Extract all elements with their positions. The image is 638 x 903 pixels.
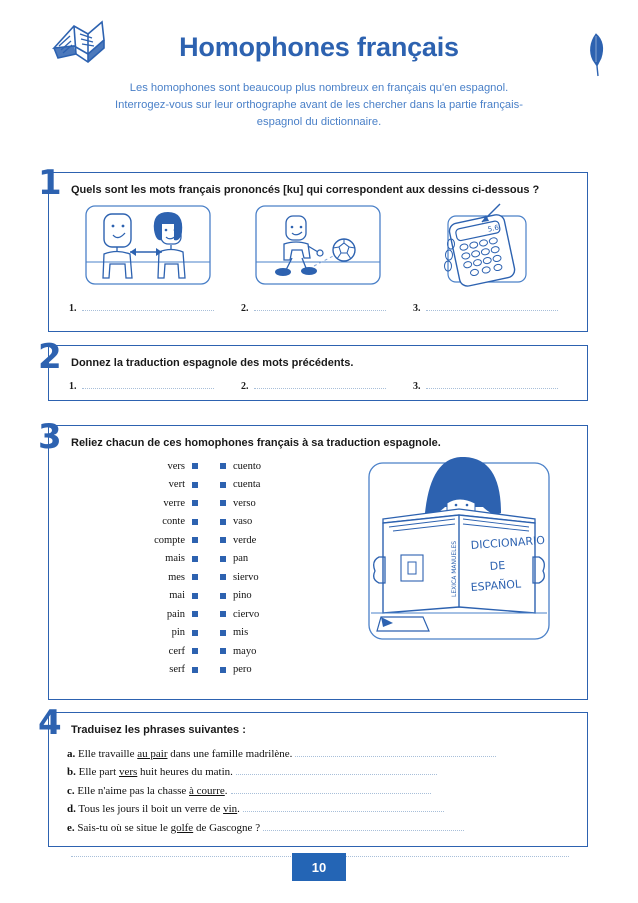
match-word: vert	[168, 479, 185, 491]
matching-columns	[49, 457, 353, 679]
match-square-icon[interactable]	[192, 482, 198, 488]
answer-label: 2.	[241, 381, 249, 392]
answer-slot	[241, 298, 413, 316]
boy-kicking-ball-icon	[252, 202, 384, 288]
calculator-icon	[422, 202, 554, 288]
match-square-icon[interactable]	[220, 611, 226, 617]
sentence-answer-line[interactable]	[263, 822, 464, 831]
sentence-answer-line[interactable]	[231, 785, 432, 794]
exercise-3	[48, 425, 588, 700]
match-square-icon[interactable]	[220, 667, 226, 673]
answer-line-3[interactable]	[426, 379, 558, 389]
answer-label: 1.	[69, 303, 77, 314]
sentence-label: c.	[67, 784, 75, 797]
match-item-spanish[interactable]	[220, 661, 353, 680]
match-square-icon[interactable]	[220, 519, 226, 525]
dictionary-title-line3: ESPAÑOL	[470, 577, 522, 594]
answer-label: 3.	[413, 303, 421, 314]
answer-line-2[interactable]	[254, 301, 386, 311]
match-word: cerf	[168, 645, 185, 657]
svg-text:5.6: 5.6	[487, 223, 500, 234]
exercise-4	[48, 712, 588, 847]
match-item-spanish[interactable]	[220, 587, 353, 606]
exercise-3-instruction: Reliez chacun de ces homophones français à sa traduction espagnole.	[71, 437, 441, 449]
answer-slot	[413, 298, 585, 316]
dictionary-title-line2: DE	[489, 558, 506, 573]
match-square-icon[interactable]	[192, 463, 198, 469]
sentence-label: b.	[67, 766, 76, 779]
match-item-french[interactable]	[63, 457, 198, 476]
match-square-icon[interactable]	[192, 574, 198, 580]
match-square-icon[interactable]	[220, 648, 226, 654]
exercise-number-2: 2	[38, 337, 62, 377]
match-item-french[interactable]	[63, 642, 198, 661]
match-word: verso	[233, 497, 256, 509]
sentence-label: a.	[67, 748, 76, 760]
match-item-french[interactable]	[63, 494, 198, 513]
answer-slot	[413, 376, 585, 394]
match-square-icon[interactable]	[192, 500, 198, 506]
match-word: mais	[165, 553, 185, 565]
answer-line-1[interactable]	[82, 379, 214, 389]
match-item-spanish[interactable]	[220, 513, 353, 532]
match-word: pain	[166, 608, 185, 620]
sentence-text-after: dans une famille madrilène.	[167, 748, 293, 760]
sentence-text-after: .	[224, 784, 228, 797]
sentence-text-after: de Gascogne ?	[193, 821, 261, 834]
answer-line-3[interactable]	[426, 301, 558, 311]
answer-slot	[69, 298, 241, 316]
match-item-spanish[interactable]	[220, 550, 353, 569]
match-square-icon[interactable]	[220, 463, 226, 469]
match-item-spanish[interactable]	[220, 605, 353, 624]
sentence-label: e.	[67, 821, 75, 834]
match-word: compte	[154, 534, 185, 546]
sentence-keyword: au pair	[137, 748, 168, 760]
match-square-icon[interactable]	[192, 611, 198, 617]
translate-sentence-row	[67, 763, 569, 781]
sentence-answer-line[interactable]	[295, 748, 496, 757]
match-square-icon[interactable]	[220, 482, 226, 488]
sentence-text-before: Elle part	[75, 766, 119, 779]
match-word: siervo	[233, 571, 259, 583]
match-square-icon[interactable]	[192, 667, 198, 673]
match-item-french[interactable]	[63, 550, 198, 569]
match-word: vaso	[233, 516, 253, 528]
answer-slot	[69, 376, 241, 394]
page-title: Homophones français	[179, 32, 459, 62]
exercise-4-sentences	[67, 745, 569, 837]
page-header	[0, 0, 638, 150]
match-square-icon[interactable]	[192, 630, 198, 636]
page-number-badge: 10	[292, 853, 346, 881]
sentence-keyword: à courre	[189, 784, 225, 797]
match-square-icon[interactable]	[192, 648, 198, 654]
match-word: cuento	[233, 460, 261, 472]
exercise-number-1: 1	[38, 163, 62, 203]
dictionary-spine-text: LEXICA MANUELES	[451, 540, 458, 597]
sentence-text-before: Tous les jours il boit un verre de	[75, 803, 224, 816]
answer-label: 3.	[413, 381, 421, 392]
sentence-answer-line[interactable]	[243, 803, 444, 812]
match-word: verre	[163, 497, 185, 509]
match-word: mayo	[233, 645, 257, 657]
sentence-answer-line[interactable]	[236, 766, 437, 775]
match-item-spanish[interactable]	[220, 642, 353, 661]
sentence-text-before: Elle travaille	[75, 748, 138, 760]
match-item-spanish[interactable]	[220, 624, 353, 643]
match-square-icon[interactable]	[192, 593, 198, 599]
couple-two-people-icon	[82, 202, 214, 288]
dictionary-title-line1: DICCIONARIO	[470, 533, 546, 552]
exercise-number-4: 4	[38, 703, 62, 743]
translate-sentence-row	[67, 745, 569, 763]
match-word: pin	[171, 627, 185, 639]
translate-sentence-row	[67, 782, 569, 800]
match-item-spanish[interactable]	[220, 568, 353, 587]
sentence-text-after: huit heures du matin.	[137, 766, 233, 779]
match-item-french[interactable]	[63, 624, 198, 643]
translate-sentence-row	[67, 819, 569, 837]
exercise-1-instruction: Quels sont les mots français prononcés [ku] qui correspondent aux dessins ci-dessous ?	[71, 184, 540, 196]
exercise-2-answers	[69, 376, 587, 394]
match-item-french[interactable]	[63, 605, 198, 624]
exercise-number-3: 3	[38, 417, 62, 457]
answer-label: 2.	[241, 303, 249, 314]
match-item-spanish[interactable]	[220, 476, 353, 495]
match-word: pan	[233, 553, 249, 565]
match-item-spanish[interactable]	[220, 531, 353, 550]
sentence-text-before: Sais-tu où se situe le	[74, 821, 171, 834]
sentence-text-after: .	[237, 803, 240, 816]
exercise-4-instruction: Traduisez les phrases suivantes :	[71, 724, 246, 736]
match-word: verde	[233, 534, 257, 546]
match-square-icon[interactable]	[220, 593, 226, 599]
exercise-1-pictures	[63, 202, 573, 288]
french-words-column	[63, 457, 208, 679]
answer-slot	[241, 376, 413, 394]
match-square-icon[interactable]	[220, 500, 226, 506]
match-square-icon[interactable]	[220, 630, 226, 636]
match-word: conte	[162, 516, 185, 528]
match-word: serf	[169, 664, 185, 676]
match-item-french[interactable]	[63, 661, 198, 680]
exercise-1-answers	[69, 298, 587, 316]
sentence-text-before: Elle n'aime pas la chasse	[74, 784, 190, 797]
match-item-spanish[interactable]	[220, 494, 353, 513]
match-square-icon[interactable]	[192, 519, 198, 525]
match-square-icon[interactable]	[220, 556, 226, 562]
sentence-label: d.	[67, 803, 76, 816]
match-word: ciervo	[233, 608, 260, 620]
match-word: cuenta	[233, 479, 261, 491]
match-word: mis	[233, 627, 249, 639]
page-subtitle: Les homophones sont beaucoup plus nombreux en français qu'en espagnol. Interrogez-vous sur leur orthographe avant de les chercher dans la partie français-espagnol du dictionnaire.	[115, 82, 523, 128]
match-item-spanish[interactable]	[220, 457, 353, 476]
sentence-keyword: golfe	[170, 821, 194, 834]
sentence-keyword: vers	[118, 766, 138, 779]
match-word: pero	[233, 664, 252, 676]
match-square-icon[interactable]	[220, 574, 226, 580]
translate-sentence-row	[67, 800, 569, 818]
match-square-icon[interactable]	[220, 537, 226, 543]
match-word: pino	[233, 590, 252, 602]
exercise-1	[48, 172, 588, 332]
spanish-words-column	[208, 457, 353, 679]
match-square-icon[interactable]	[192, 537, 198, 543]
match-item-french[interactable]	[63, 513, 198, 532]
match-item-french[interactable]	[63, 568, 198, 587]
match-item-french[interactable]	[63, 531, 198, 550]
answer-line-2[interactable]	[254, 379, 386, 389]
match-item-french[interactable]	[63, 587, 198, 606]
answer-label: 1.	[69, 381, 77, 392]
answer-line-1[interactable]	[82, 301, 214, 311]
exercise-2-instruction: Donnez la traduction espagnole des mots précédents.	[71, 357, 354, 369]
match-square-icon[interactable]	[192, 556, 198, 562]
sentence-keyword: vin	[223, 803, 238, 816]
match-word: vers	[167, 460, 185, 472]
match-word: mai	[169, 590, 185, 602]
person-reading-dictionary-icon	[359, 457, 559, 647]
match-item-french[interactable]	[63, 476, 198, 495]
match-word: mes	[168, 571, 185, 583]
exercise-2	[48, 345, 588, 401]
